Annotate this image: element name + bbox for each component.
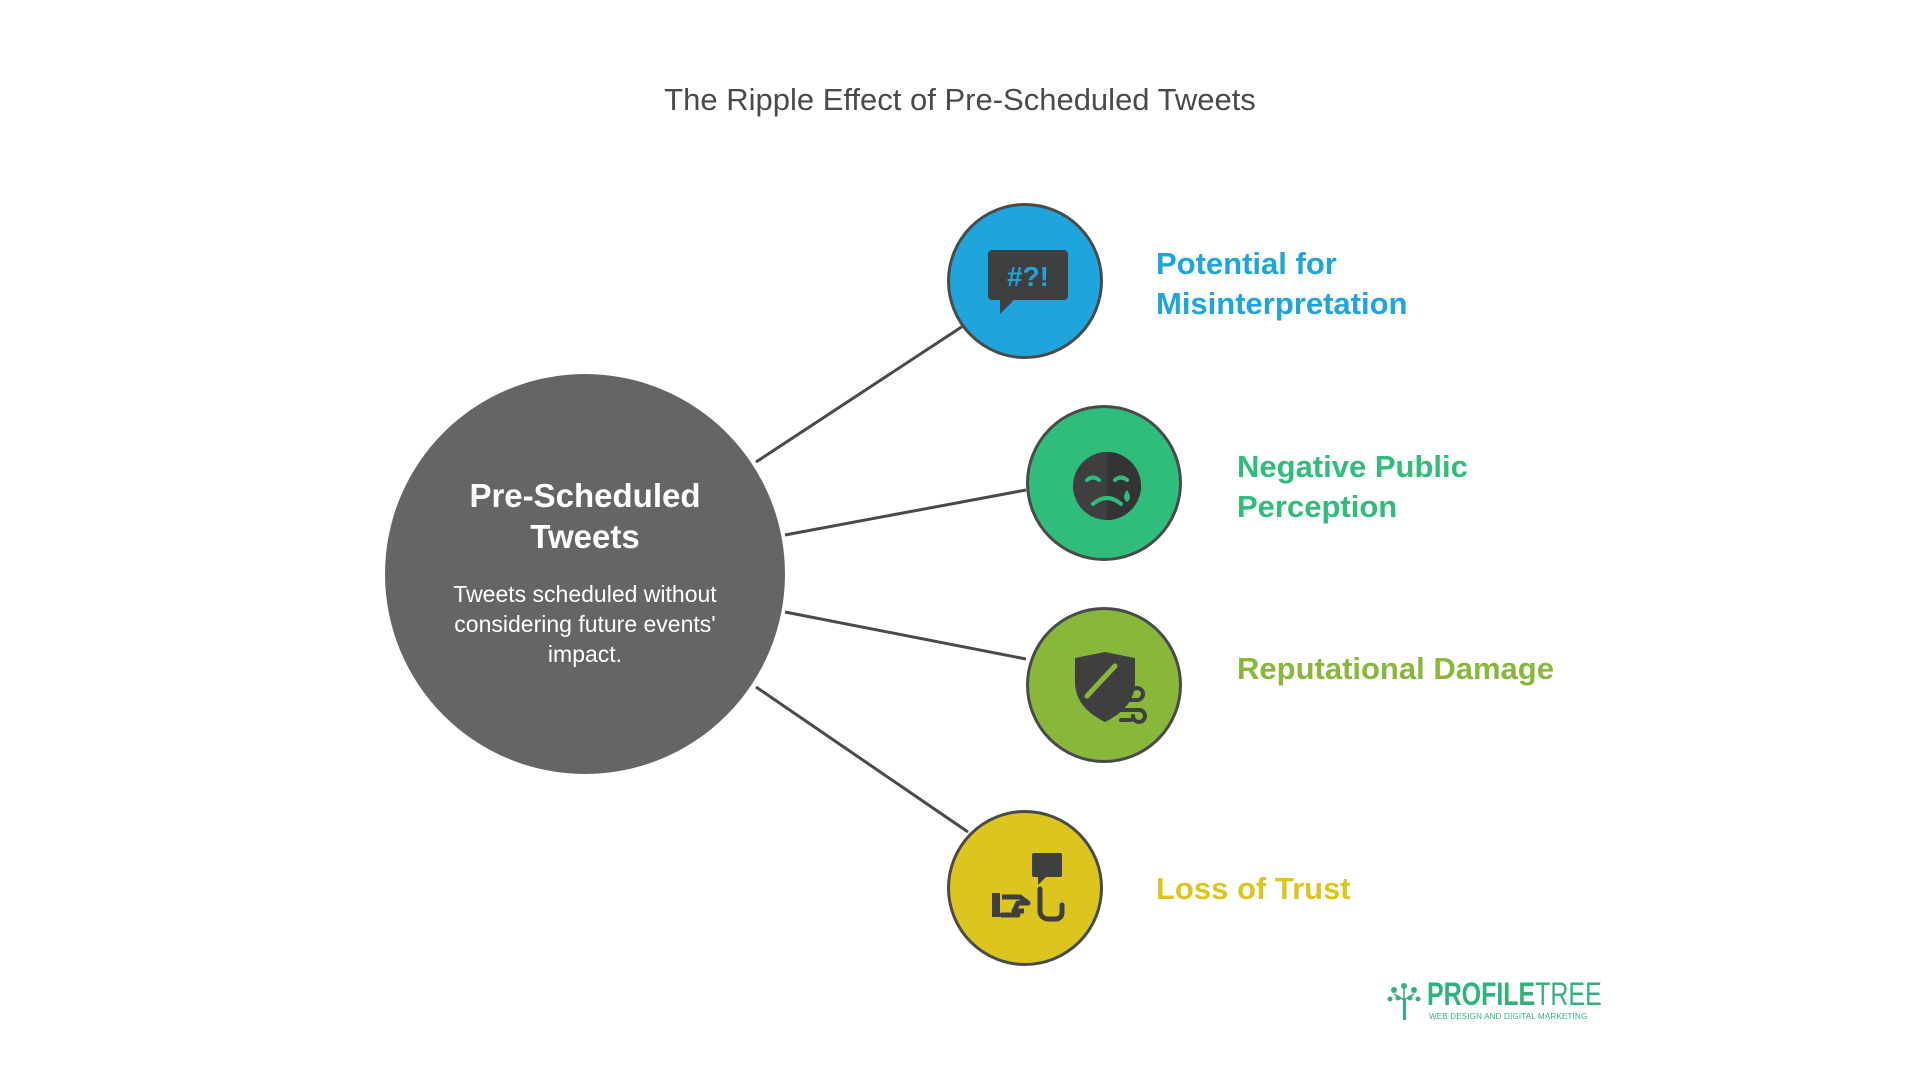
logo-wordmark <box>1427 976 1602 1012</box>
logo-name-bold: PROFILE <box>1427 976 1536 1012</box>
node-circle-negative-perception <box>1026 405 1182 561</box>
sad-face-icon <box>1067 446 1147 526</box>
tree-icon <box>1385 978 1425 1022</box>
node-circle-misinterpretation <box>947 203 1103 359</box>
broken-handshake-icon <box>988 851 1068 931</box>
node-label-negative-perception: Negative Public Perception <box>1237 449 1468 524</box>
node-label-misinterpretation: Potential for Misinterpretation <box>1156 246 1408 321</box>
connector-line-3 <box>785 612 1026 659</box>
profiletree-logo <box>1385 976 1605 1026</box>
connector-line-2 <box>785 490 1026 535</box>
diagram-title: The Ripple Effect of Pre-Scheduled Tweets <box>664 82 1256 117</box>
speech-bubble-symbols-icon <box>988 244 1068 324</box>
central-concept-title: Pre-Scheduled Tweets <box>469 477 701 555</box>
svg-text:#?!: #?! <box>1007 261 1049 292</box>
logo-tagline: WEB DESIGN AND DIGITAL MARKETING <box>1429 1012 1588 1021</box>
logo-name-light: TREE <box>1535 976 1602 1012</box>
node-label-reputational-damage: Reputational Damage <box>1237 651 1554 686</box>
connector-line-4 <box>756 687 968 832</box>
node-circle-loss-of-trust <box>947 810 1103 966</box>
central-concept-description: Tweets scheduled without considering future events' impact. <box>453 581 717 667</box>
node-label-loss-of-trust: Loss of Trust <box>1156 871 1351 906</box>
node-circle-reputational-damage <box>1026 607 1182 763</box>
damaged-shield-icon <box>1067 648 1147 728</box>
central-concept-circle <box>385 374 785 774</box>
connector-line-1 <box>756 326 963 462</box>
